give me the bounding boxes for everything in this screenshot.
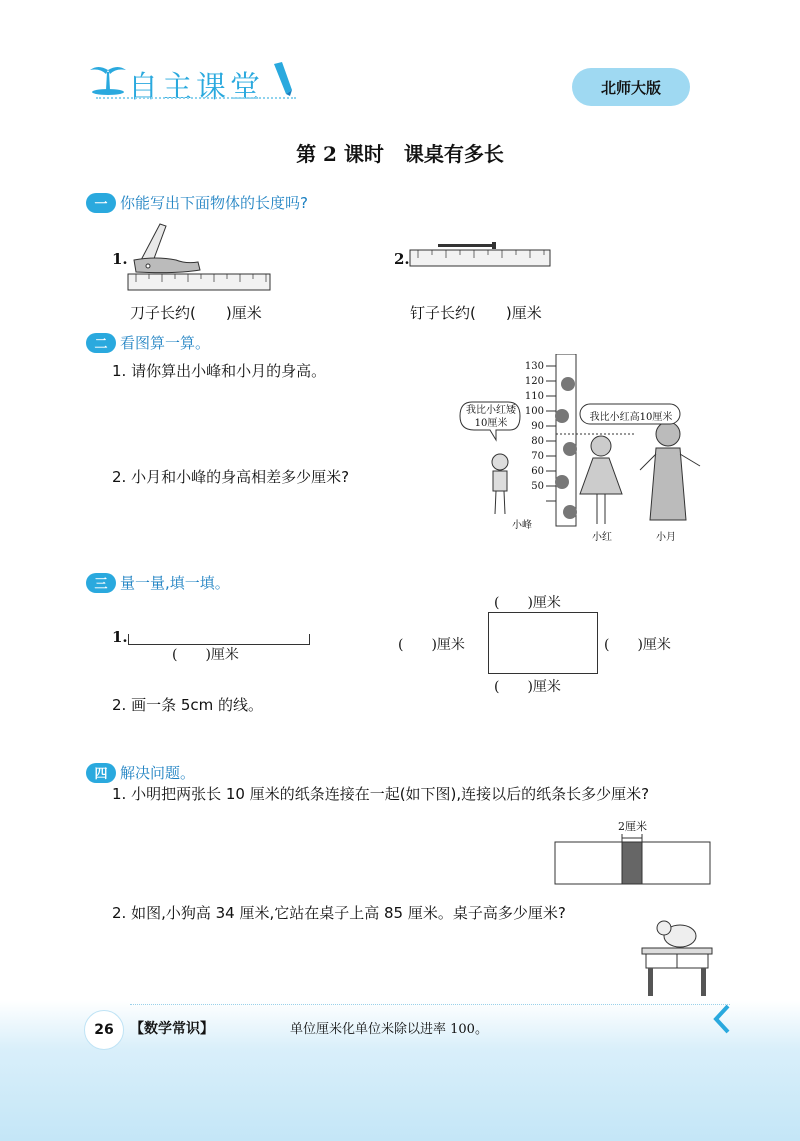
tick-label: 130 (524, 361, 544, 372)
chevron-left-icon[interactable] (712, 1004, 732, 1038)
question-text: 1. 小明把两张长 10 厘米的纸条连接在一起(如下图),连接以后的纸条长多少厘米? (112, 785, 650, 803)
rect-bottom-answer[interactable]: ( )厘米 (494, 679, 561, 695)
height-chart-figure (450, 354, 710, 544)
tick-label: 80 (531, 436, 544, 447)
section-title: 看图算一算。 (120, 334, 211, 352)
brand-logo-icon (88, 62, 128, 100)
rect-right-answer[interactable]: ( )厘米 (604, 637, 671, 653)
dog-on-table-figure (640, 918, 714, 1002)
brand-title: 自主课堂 (128, 70, 264, 105)
overlap-label: 2厘米 (618, 820, 647, 833)
rect-top-answer[interactable]: ( )厘米 (494, 595, 561, 611)
section-title: 解决问题。 (120, 764, 196, 782)
section-title: 你能写出下面物体的长度吗? (120, 194, 308, 212)
section-badge: 二 (86, 333, 116, 353)
lesson-title: 第 2 课时 课桌有多长 (296, 142, 504, 166)
section-2-heading (86, 332, 210, 353)
nail-ruler-figure (408, 242, 553, 274)
paper-strips-figure (554, 828, 714, 890)
name-xiaoyue: 小月 (656, 532, 676, 543)
tip-text: 单位厘米化单位米除以进率 100。 (290, 1022, 488, 1037)
edition-badge: 北师大版 (572, 68, 690, 106)
line-length-answer[interactable]: ( )厘米 (172, 647, 239, 663)
measure-rectangle (488, 612, 598, 674)
pencil-icon (268, 60, 298, 100)
question-number: 1. (112, 250, 128, 268)
section-badge: 三 (86, 573, 116, 593)
knife-length-answer[interactable]: 刀子长约( )厘米 (130, 304, 262, 322)
tick-label: 120 (524, 376, 544, 387)
section-3-heading (86, 572, 230, 593)
speech-bubble-left: 我比小红矮10厘米 (466, 405, 516, 429)
knife-ruler-figure (126, 222, 276, 298)
tick-label: 110 (524, 391, 544, 402)
footer-divider (130, 1004, 730, 1005)
tick-label: 70 (531, 451, 544, 462)
name-xiaohong: 小红 (592, 532, 612, 543)
tick-label: 100 (524, 406, 544, 417)
header-divider (96, 97, 296, 99)
question-number: 2. (394, 250, 410, 268)
rect-left-answer[interactable]: ( )厘米 (398, 637, 465, 653)
question-text: 1. 请你算出小峰和小月的身高。 (112, 362, 327, 380)
section-1-heading (86, 192, 308, 213)
section-title: 量一量,填一填。 (120, 574, 230, 592)
tip-label: 【数学常识】 (130, 1021, 214, 1037)
question-number: 1. (112, 628, 128, 646)
tick-label: 90 (531, 421, 544, 432)
question-text: 2. 画一条 5cm 的线。 (112, 696, 264, 714)
section-badge: 一 (86, 193, 116, 213)
tick-label: 50 (531, 481, 544, 492)
question-text: 2. 如图,小狗高 34 厘米,它站在桌子上高 85 厘米。桌子高多少厘米? (112, 904, 566, 922)
speech-bubble-right: 我比小红高10厘米 (589, 412, 673, 423)
name-xiaofeng: 小峰 (512, 520, 532, 531)
nail-length-answer[interactable]: 钉子长约( )厘米 (410, 304, 542, 322)
section-badge: 四 (86, 763, 116, 783)
tick-label: 60 (531, 466, 544, 477)
section-4-heading (86, 762, 195, 783)
page-number: 26 (84, 1010, 124, 1050)
question-text: 2. 小月和小峰的身高相差多少厘米? (112, 468, 350, 486)
